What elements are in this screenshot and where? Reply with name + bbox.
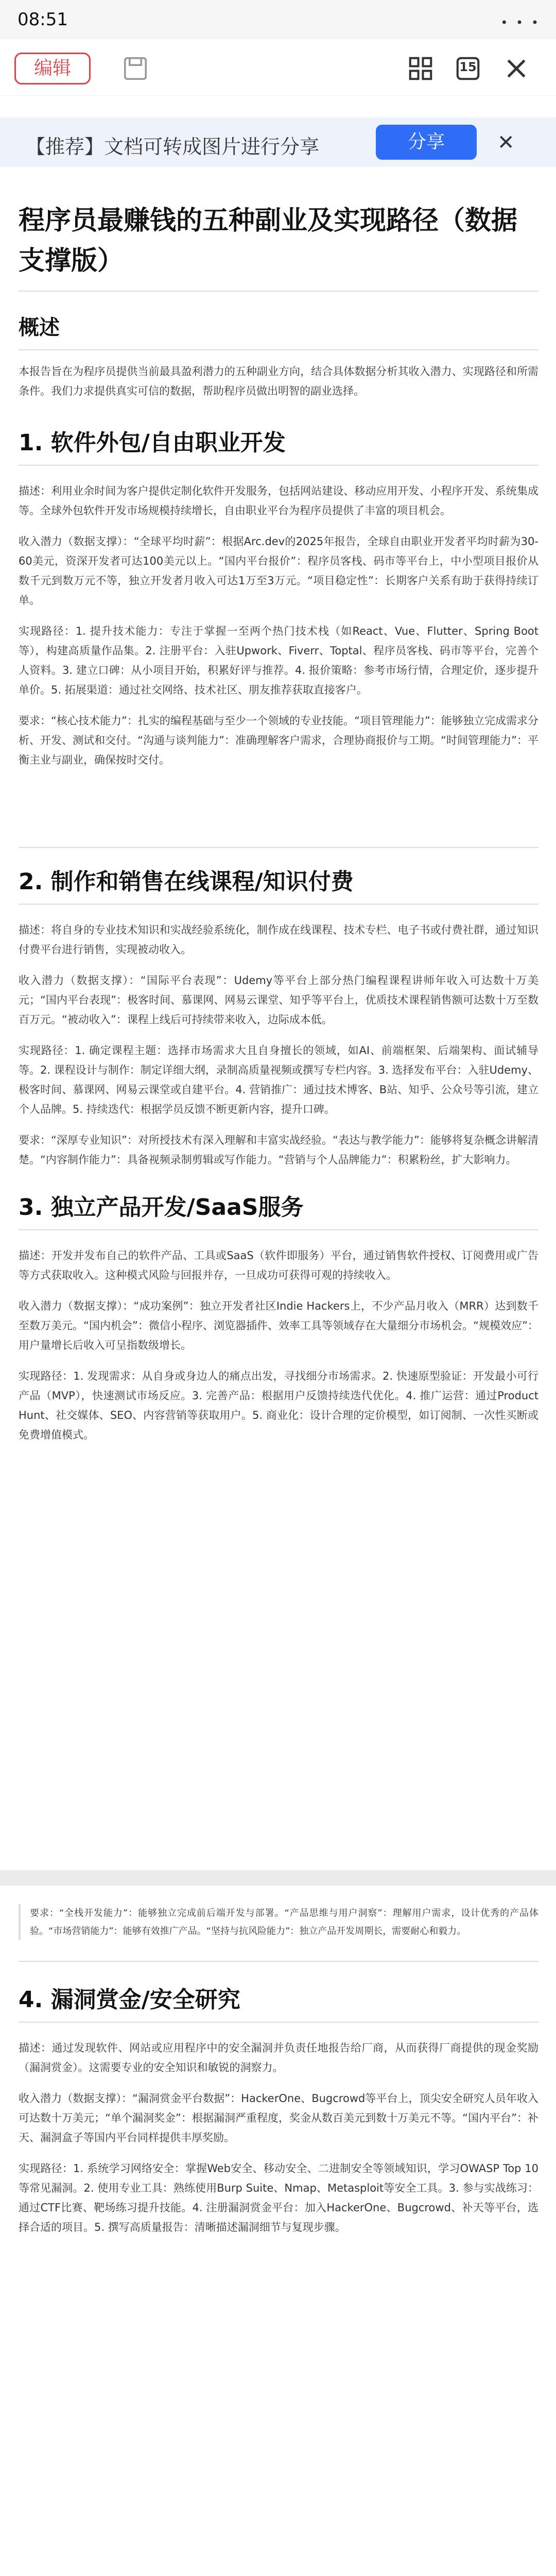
section-3-path: 实现路径：1. 发现需求：从自身或身边人的痛点出发，寻找细分市场需求。2. 快速原型验证：开发最小可行产品（MVP），快速测试市场反应。3. 完善产品：根据用户反馈持续迭代优化。4. 推广运营：通过Product Hunt、社交媒体、SEO、内容营销等获取用户。5. 商业化：设计合理的定价模型，如订阅制、一次性买断或免费增值模式。 — [19, 1370, 538, 1441]
document-page-2 — [0, 1886, 556, 2576]
top-toolbar — [0, 39, 556, 96]
section-3-heading: 3. 独立产品开发/SaaS服务 — [19, 1194, 304, 1221]
document-page-1 — [0, 175, 556, 1870]
divider — [19, 1229, 538, 1230]
section-2-requirements: 要求：“深厚专业知识”：对所授技术有深入理解和丰富实战经验。“表达与教学能力”：能够将复杂概念讲解清楚。“内容制作能力”：具备视频录制剪辑或写作能力。“营销与个人品牌能力”：积累粉丝，扩大影响力。 — [19, 1134, 538, 1166]
divider — [19, 2022, 538, 2023]
banner-text: 【推荐】文档可转成图片进行分享 — [26, 135, 320, 158]
divider — [19, 465, 538, 466]
section-2-description: 描述：将自身的专业技术知识和实战经验系统化，制作成在线课程、技术专栏、电子书或付费社群，通过知识付费平台进行销售，实现被动收入。 — [19, 924, 538, 956]
divider — [19, 349, 538, 350]
section-1-heading: 1. 软件外包/自由职业开发 — [19, 430, 286, 456]
status-dots: • • • — [500, 15, 541, 30]
tabs-count: 15 — [459, 60, 477, 74]
close-icon[interactable] — [502, 55, 530, 82]
section-3-description: 描述：开发并发布自己的软件产品、工具或SaaS（软件即服务）平台，通过销售软件授权、订阅费用或广告等方式获取收入。这种模式风险与回报并存，一旦成功可获得可观的持续收入。 — [19, 1249, 538, 1281]
section-4-heading: 4. 漏洞赏金/安全研究 — [19, 1987, 240, 2013]
divider — [19, 904, 538, 905]
overview-text: 本报告旨在为程序员提供当前最具盈利潜力的五种副业方向，结合具体数据分析其收入潜力、实现路径和所需条件。我们力求提供真实可信的数据，帮助程序员做出明智的副业选择。 — [19, 365, 538, 397]
share-banner — [0, 117, 556, 167]
section-2-income: 收入潜力（数据支撑）：“国际平台表现”：Udemy等平台上部分热门编程课程讲师年收入可达数十万美元；“国内平台表现”：极客时间、慕课网、网易云课堂、知乎等平台上，优质技术课程销售额可达数十万至数百万元。“被动收入”：课程上线后可持续带来收入，边际成本低。 — [19, 974, 538, 1026]
overview-heading: 概述 — [19, 316, 60, 340]
tabs-count-icon[interactable] — [454, 55, 482, 82]
section-3-income: 收入潜力（数据支撑）：“成功案例”：独立开发者社区Indie Hackers上，不少产品月收入（MRR）达到数千至数万美元。“国内机会”：微信小程序、浏览器插件、效率工具等领域存在大量细分市场机会。“规模效应”：用户量增长后收入可呈指数级增长。 — [19, 1300, 538, 1351]
section-4-path: 实现路径：1. 系统学习网络安全：掌握Web安全、移动安全、二进制安全等领域知识，学习OWASP Top 10等常见漏洞。2. 使用专业工具：熟练使用Burp Suite、Nmap、Metasploit等安全工具。3. 参与实战练习：通过CTF比赛、靶场练习提升技能。4. 注册漏洞赏金平台：加入HackerOne、Bugcrowd、补天等平台，选择合适的项目。5. 撰写高质量报告：清晰描述漏洞细节与复现步骤。 — [19, 2162, 538, 2233]
divider — [19, 291, 538, 292]
section-4-description: 描述：通过发现软件、网站或应用程序中的安全漏洞并负责任地报告给厂商，从而获得厂商提供的现金奖励（漏洞赏金）。这需要专业的安全知识和敏锐的洞察力。 — [19, 2042, 538, 2074]
section-1-income: 收入潜力（数据支撑）：“全球平均时薪”：根据Arc.dev的2025年报告，全球自由职业开发者平均时薪为30-60美元，资深开发者可达100美元以上。“国内平台报价”：程序员客栈、码市等平台上，中小型项目报价从数千元到数万元不等，独立开发者月收入可达1万至3万元。“项目稳定性”：长期客户关系有助于获得持续订单。 — [19, 535, 538, 606]
section-1-path: 实现路径：1. 提升技术能力：专注于掌握一至两个热门技术栈（如React、Vue、Flutter、Spring Boot等），构建高质量作品集。2. 注册平台：入驻Upwork、Fiverr、Toptal、程序员客栈、码市等平台，完善个人资料。3. 建立口碑：从小项目开始，积累好评与推荐。4. 报价策略：参考市场行情，合理定价，逐步提升单价。5. 拓展渠道：通过社交网络、技术社区、朋友推荐获取直接客户。 — [19, 625, 538, 696]
divider — [19, 847, 538, 848]
section-3-requirements: 要求：“全栈开发能力”：能够独立完成前后端开发与部署。“产品思维与用户洞察”：理解用户需求，设计优秀的产品体验。“市场营销能力”：能够有效推广产品。“坚持与抗风险能力”：独立产品开发周期长，需要耐心和毅力。 — [19, 1904, 538, 1940]
share-button[interactable]: 分享 — [376, 125, 477, 160]
edit-button[interactable]: 编辑 — [14, 53, 91, 84]
banner-close-icon[interactable]: ✕ — [497, 131, 515, 155]
section-2-heading: 2. 制作和销售在线课程/知识付费 — [19, 869, 354, 895]
section-4-income: 收入潜力（数据支撑）：“漏洞赏金平台数据”：HackerOne、Bugcrowd等平台上，顶尖安全研究人员年收入可达数十万美元；“单个漏洞奖金”：根据漏洞严重程度，奖金从数百美元到数十万美元不等。“国内平台”：补天、漏洞盒子等国内平台同样提供丰厚奖励。 — [19, 2092, 538, 2144]
status-time: 08:51 — [18, 9, 68, 30]
grid-icon[interactable] — [407, 55, 435, 82]
section-1-description: 描述：利用业余时间为客户提供定制化软件开发服务，包括网站建设、移动应用开发、小程序开发、系统集成等。全球外包软件开发市场规模持续增长，自由职业平台为程序员提供了丰富的项目机会。 — [19, 485, 538, 517]
document-title: 程序员最赚钱的五种副业及实现路径（数据支撑版） — [19, 206, 518, 276]
status-bar — [0, 0, 556, 39]
section-1-requirements: 要求：“核心技术能力”：扎实的编程基础与至少一个领域的专业技能。“项目管理能力”：能够独立完成需求分析、开发、测试和交付。“沟通与谈判能力”：准确理解客户需求，合理协商报价与工期。“时间管理能力”：平衡主业与副业，确保按时交付。 — [19, 715, 538, 766]
page-gap — [0, 1870, 556, 1886]
save-icon[interactable] — [121, 55, 149, 82]
divider — [19, 1961, 538, 1962]
section-2-path: 实现路径：1. 确定课程主题：选择市场需求大且自身擅长的领域，如AI、前端框架、后端架构、面试辅导等。2. 课程设计与制作：制定详细大纲，录制高质量视频或撰写专栏内容。3. 选择发布平台：入驻Udemy、极客时间、慕课网、网易云课堂或自建平台。4. 营销推广：通过技术博客、B站、知乎、公众号等引流，建立个人品牌。5. 持续迭代：根据学员反馈不断更新内容，提升口碑。 — [19, 1044, 538, 1115]
